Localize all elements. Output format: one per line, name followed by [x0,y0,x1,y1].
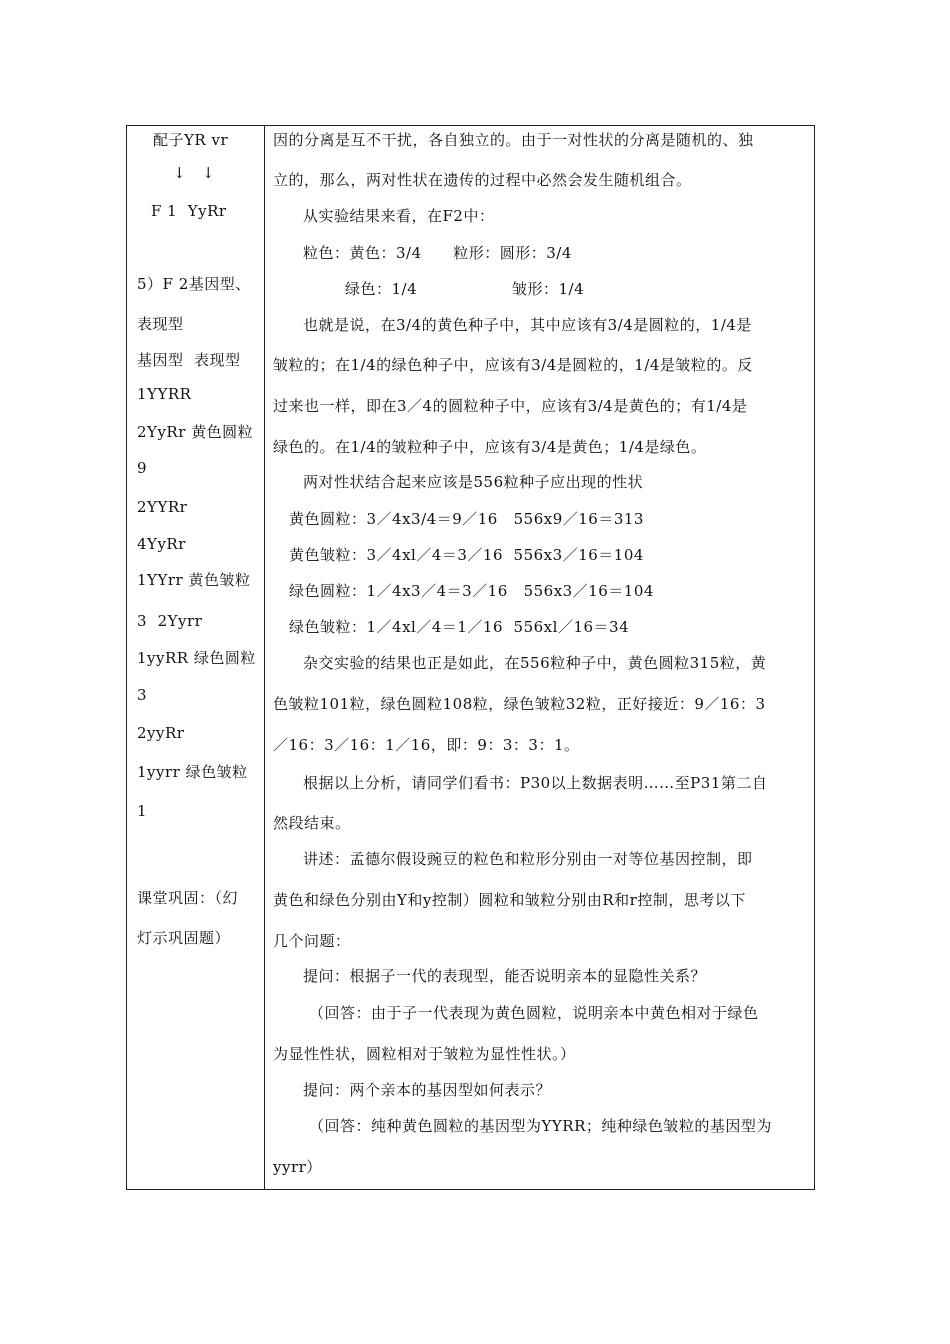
left-column [127,126,264,1189]
calc-line: 黄色圆粒：3／4x3/4＝9／16 556x9／16＝313 [289,510,644,528]
body-line: 杂交实验的结果也正是如此，在556粒种子中，黄色圆粒315粒，黄 [303,654,767,672]
left-line: 1YYrr 黄色皱粒 [137,571,251,589]
left-line: 1yyRR 绿色圆粒 [137,649,256,667]
right-column [265,126,814,1189]
body-line: yyrr） [273,1158,322,1176]
body-line: 然段结束。 [273,814,351,832]
body-line: 皱粒的；在1/4的绿色种子中，应该有3/4是圆粒的，1/4是皱粒的。反 [273,356,753,374]
left-line: 灯示巩固题） [137,929,231,947]
body-line: 色皱粒101粒，绿色圆粒108粒，绿色皱粒32粒，正好接近：9／16：3 [273,695,766,713]
calc-line: 绿色圆粒：1／4x3／4＝3／16 556x3／16＝104 [289,582,654,600]
body-line: 立的，那么，两对性状在遗传的过程中必然会发生随机组合。 [273,171,692,189]
body-line: 也就是说，在3/4的黄色种子中，其中应该有3/4是圆粒的，1/4是 [303,316,752,334]
body-line: 因的分离是互不干扰，各自独立的。由于一对性状的分离是随机的、独 [273,131,754,149]
body-line: 根据以上分析，请同学们看书：P30以上数据表明……至P31第二自 [303,774,768,792]
body-line: ／16：3／16：1／16，即：9：3：3：1。 [273,736,580,754]
left-line: 9 [137,459,148,477]
body-line: 几个问题： [273,932,351,950]
body-line: 提问：根据子一代的表现型，能否说明亲本的显隐性关系？ [303,967,707,985]
calc-line: 绿色皱粒：1／4xl／4＝1／16 556xl／16＝34 [289,618,630,636]
body-line: 粒色：黄色：3/4 粒形：圆形：3/4 [303,244,572,262]
left-line: 1yyrr 绿色皱粒 [137,763,248,781]
left-line: 表现型 [137,315,184,333]
body-line: （回答：由于子一代表现为黄色圆粒，说明亲本中黄色相对于绿色 [309,1004,759,1022]
left-line: 2YyRr 黄色圆粒 [137,423,254,441]
body-line: 为显性性状，圆粒相对于皱粒为显性性状。） [273,1045,576,1063]
left-line: 课堂巩固：（幻 [137,889,239,907]
body-line: 黄色和绿色分别由Y和y控制）圆粒和皱粒分别由R和r控制，思考以下 [273,891,746,909]
arrow-line: ↓ ↓ [173,164,215,182]
body-line: 绿色：1/4 皱形：1/4 [345,280,585,298]
left-line: F 1 YyRr [151,202,227,220]
left-line: 5）F 2基因型、 [137,275,251,293]
left-line: 1 [137,802,148,820]
left-line: 3 2Yyrr [137,612,203,630]
left-line: 2YYRr [137,498,188,516]
body-line: 两对性状结合起来应该是556粒种子应出现的性状 [303,473,644,491]
left-line: 1YYRR [137,385,192,403]
body-line: 过来也一样，即在3／4的圆粒种子中，应该有3/4是黄色的；有1/4是 [273,397,748,415]
left-line: 基因型 表现型 [137,351,241,369]
body-line: 从实验结果来看，在F2中： [303,207,495,225]
left-line: 3 [137,686,148,704]
body-line: 提问：两个亲本的基因型如何表示？ [303,1081,552,1099]
left-line: 4YyRr [137,535,186,553]
left-line: 配子YR vr [153,131,229,149]
lesson-table [126,125,815,1190]
body-line: （回答：纯种黄色圆粒的基因型为YYRR；纯种绿色皱粒的基因型为 [309,1117,772,1135]
left-line: 2yyRr [137,724,185,742]
calc-line: 黄色皱粒：3／4xl／4＝3／16 556x3／16＝104 [289,546,644,564]
body-line: 讲述：孟德尔假设豌豆的粒色和粒形分别由一对等位基因控制，即 [303,850,753,868]
body-line: 绿色的。在1/4的皱粒种子中，应该有3/4是黄色；1/4是绿色。 [273,438,707,456]
